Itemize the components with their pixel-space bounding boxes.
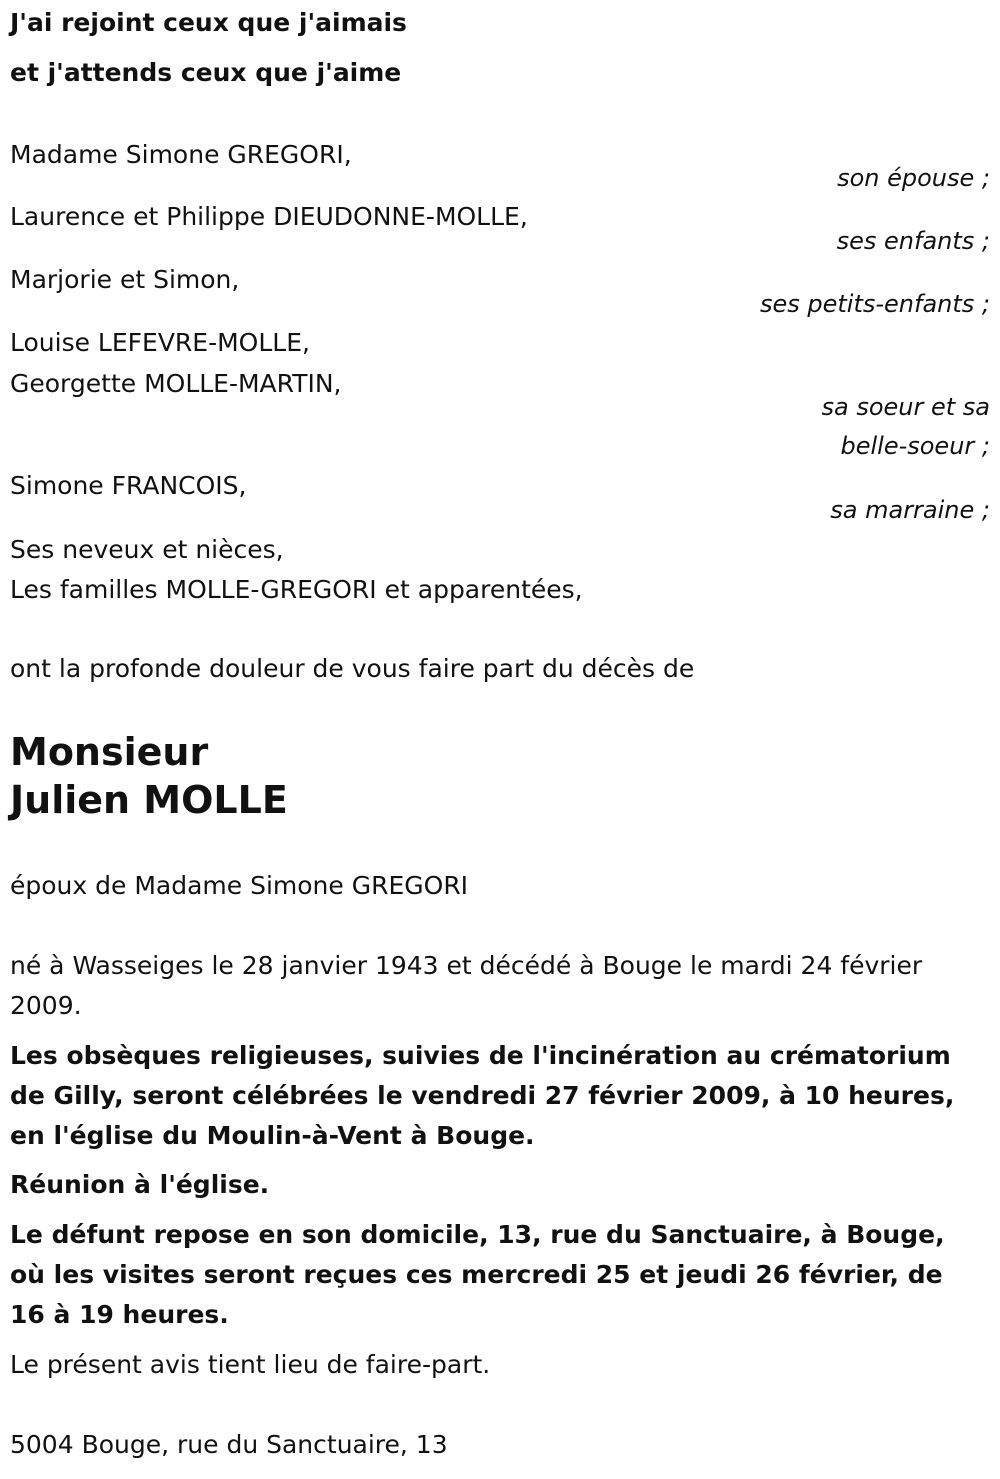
- family-name: Simone FRANCOIS,: [10, 471, 247, 500]
- family-name: Georgette MOLLE-MARTIN,: [10, 369, 342, 398]
- epigraph-line-2: et j'attends ceux que j'aime: [10, 58, 402, 87]
- announcement-text: ont la profonde douleur de vous faire part du décès de: [10, 654, 695, 683]
- family-name: Madame Simone GREGORI,: [10, 140, 352, 169]
- family-relation: belle-soeur ;: [840, 432, 990, 460]
- family-name: Louise LEFEVRE-MOLLE,: [10, 328, 310, 357]
- epigraph-line-1: J'ai rejoint ceux que j'aimais: [10, 8, 407, 37]
- meeting-text: Réunion à l'église.: [10, 1170, 270, 1199]
- family-name: Laurence et Philippe DIEUDONNE-MOLLE,: [10, 202, 528, 231]
- family-relation: ses enfants ;: [836, 227, 990, 255]
- deceased-title: Monsieur: [10, 730, 209, 774]
- spouse-line: époux de Madame Simone GREGORI: [10, 871, 469, 900]
- funeral-text: Les obsèques religieuses, suivies de l'incinération au crématorium de Gilly, seront célébrées le vendredi 27 février 2009, à 10 heures, en l'église du Moulin-à-Vent à Bouge.: [10, 1041, 955, 1150]
- family-relation: sa marraine ;: [830, 496, 990, 524]
- family-relation: son épouse ;: [837, 164, 990, 192]
- family-name: Les familles MOLLE-GREGORI et apparentées,: [10, 575, 583, 604]
- family-name: Ses neveux et nièces,: [10, 535, 284, 564]
- family-name: Marjorie et Simon,: [10, 265, 240, 294]
- address-text: 5004 Bouge, rue du Sanctuaire, 13: [10, 1430, 448, 1459]
- notice-text: Le présent avis tient lieu de faire-part.: [10, 1350, 491, 1379]
- deceased-name: Julien MOLLE: [10, 778, 288, 822]
- family-relation: sa soeur et sa: [821, 393, 990, 421]
- birth-death-text: né à Wasseiges le 28 janvier 1943 et décédé à Bouge le mardi 24 février 2009.: [10, 951, 923, 1020]
- family-relation: ses petits-enfants ;: [759, 290, 990, 318]
- visits-text: Le défunt repose en son domicile, 13, rue du Sanctuaire, à Bouge, où les visites seront reçues ces mercredi 25 et jeudi 26 février, de 16 à 19 heures.: [10, 1220, 945, 1329]
